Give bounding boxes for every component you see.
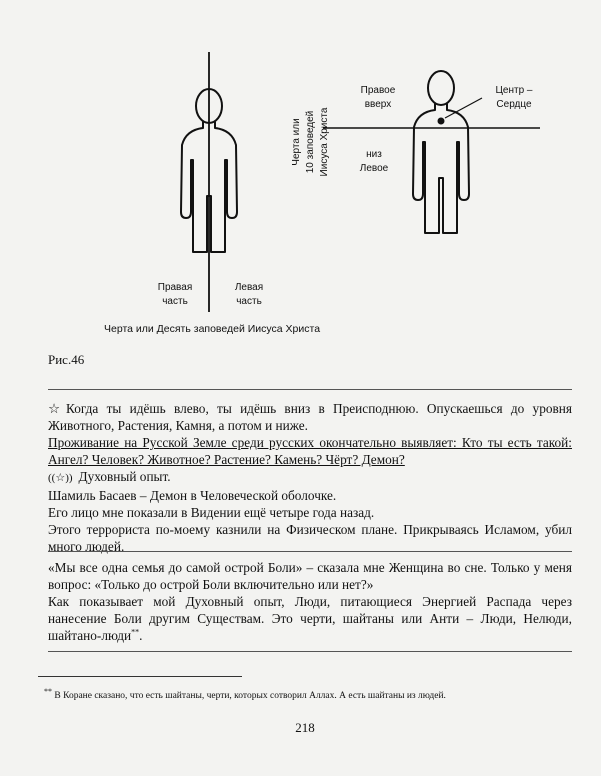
- footnote-mark: **: [44, 686, 52, 696]
- label-center-heart: Центр – Сердце: [495, 85, 533, 110]
- paragraph-terrorist: Этого террориста по-моему казнили на Физическом плане. Прикрываясь Исламом, убил много людей.: [48, 522, 572, 554]
- spiritual-experience-line: ((☆)) Духовный опыт.: [48, 468, 572, 487]
- figure-caption: Черта или Десять заповедей Иисуса Христа: [104, 323, 321, 335]
- text-block-2: [48, 559, 572, 644]
- right-human-figure: [413, 71, 469, 233]
- vertical-caption: Черта или 10 заповедей Иисуса Христа: [291, 107, 330, 177]
- heart-dot: [438, 118, 445, 125]
- footnote: ** В Коране сказано, что есть шайтаны, черти, которых сотворил Аллах. А есть шайтаны из людей.: [44, 686, 446, 701]
- text-block-1: [48, 400, 572, 555]
- star-icon: ☆: [48, 401, 60, 416]
- footnote-ref: **: [131, 627, 140, 637]
- figure-label: Рис.46: [48, 352, 85, 367]
- footnote-separator: [38, 676, 242, 677]
- divider-3: [48, 651, 572, 652]
- page-number: 218: [295, 720, 315, 735]
- spiritual-experience-icon: ((☆)): [48, 472, 73, 484]
- paragraph-energy-decay: Как показывает мой Духовный опыт, Люди, питающиеся Энергией Распада через нанесение Боли другим Существам. Это черти, шайтаны или Анти – Люди, Нелюди, шайтано-люди**.: [48, 594, 572, 643]
- paragraph-russian-land: Проживание на Русской Земле среди русских окончательно выявляет: Кто ты есть такой: Ангел? Человек? Животное? Растение? Камень? Чёрт? Демон?: [48, 435, 572, 467]
- paragraph-one-family: «Мы все одна семья до самой острой Боли» – сказала мне Женщина во сне. Только у меня вопрос: «Только до острой Боли включительно или нет?»: [48, 560, 572, 592]
- label-left-part: Левая часть: [234, 282, 264, 307]
- paragraph-vision: Его лицо мне показали в Видении ещё четыре года назад.: [48, 505, 375, 520]
- label-right-part: Правая часть: [157, 282, 193, 307]
- divider-1: [48, 389, 572, 390]
- paragraph-basaev: Шамиль Басаев – Демон в Человеческой оболочке.: [48, 488, 337, 503]
- paragraph-left-path: ☆ Когда ты идёшь влево, ты идёшь вниз в Преисподнюю. Опускаешься до уровня Животного, Растения, Камня, а потом и ниже.: [48, 401, 572, 433]
- divider-2: [48, 551, 572, 552]
- label-right-top: Правое вверх: [360, 85, 396, 110]
- label-right-bottom: низ Левое: [359, 149, 389, 174]
